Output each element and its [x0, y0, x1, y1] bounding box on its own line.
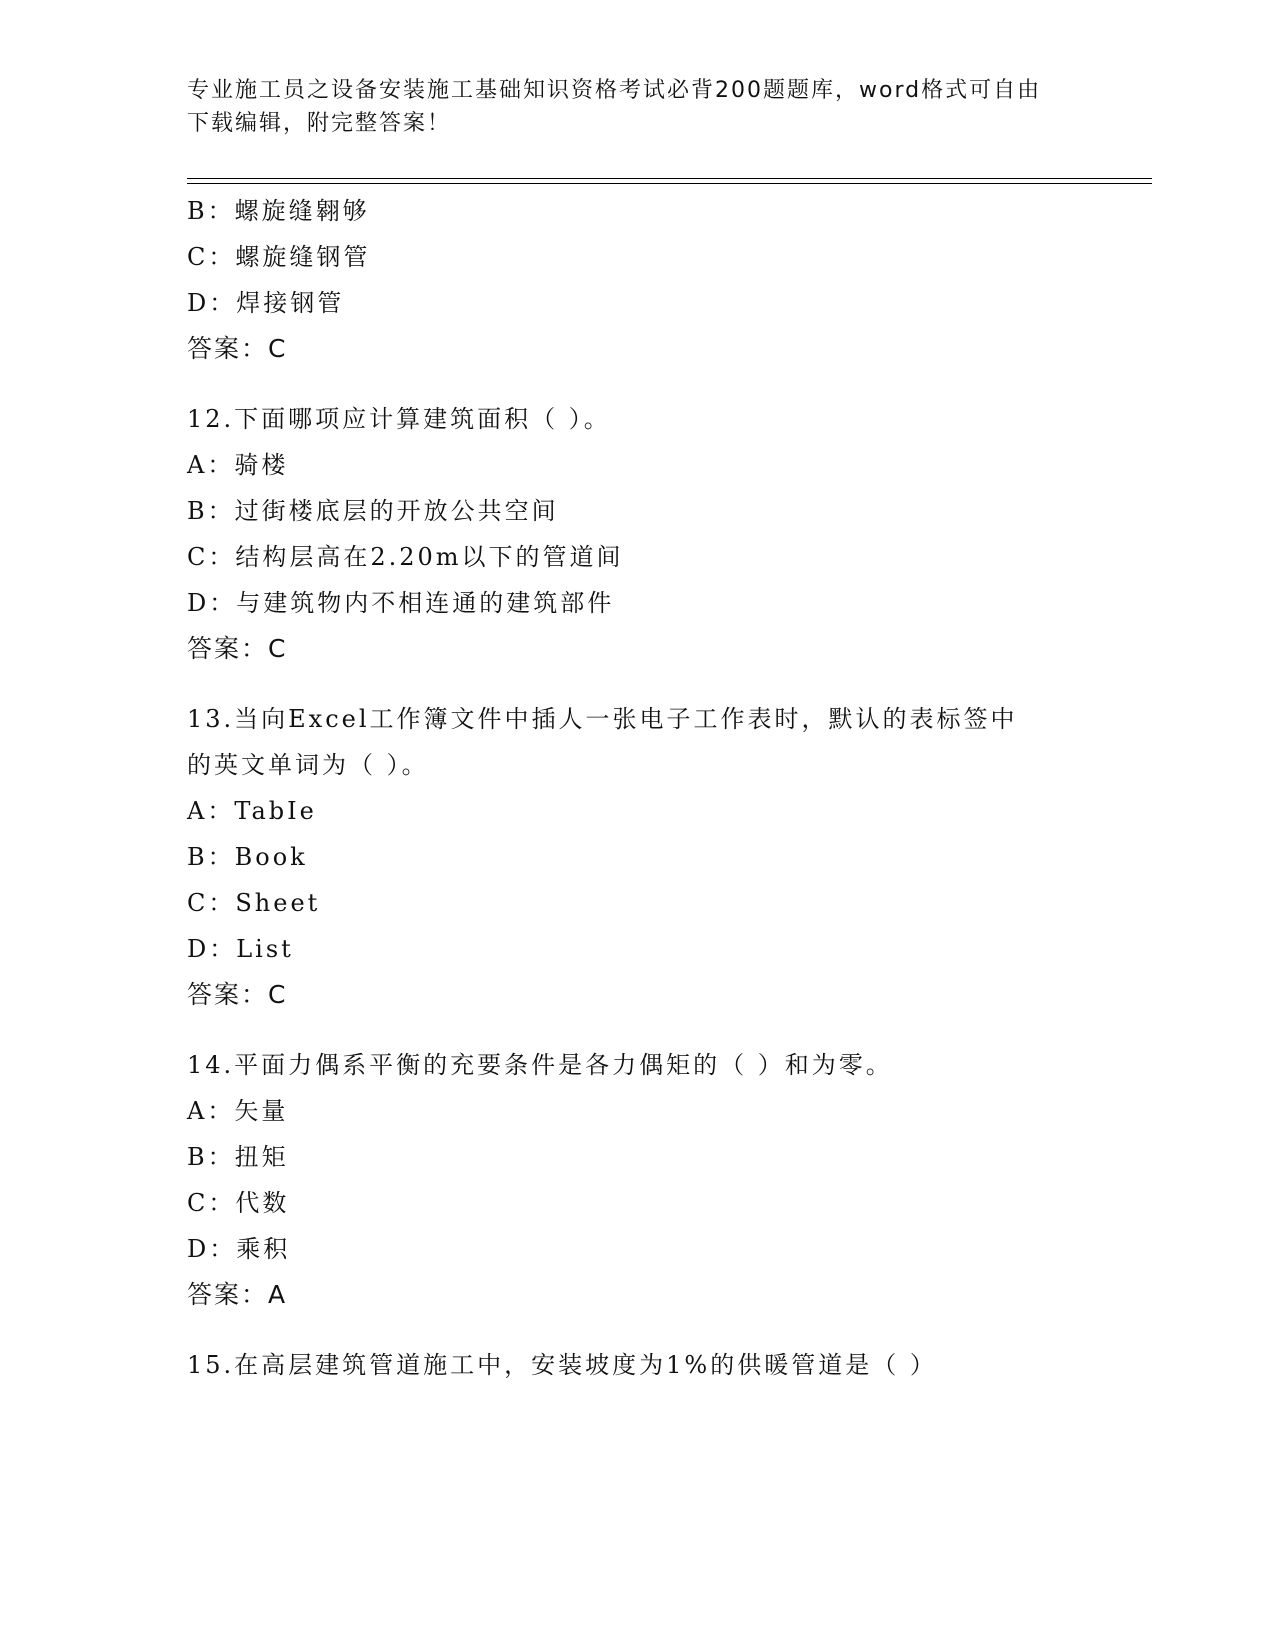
question-stem: 12.下面哪项应计算建筑面积（ ）。 [187, 405, 611, 433]
option-d: D：焊接钢管 [187, 289, 345, 317]
option-b: B：过街楼底层的开放公共空间 [187, 497, 559, 525]
question-list [187, 188, 1087, 1388]
option-b: B：扭矩 [187, 1143, 289, 1171]
question-stem-cont: 的英文单词为（ ）。 [187, 751, 429, 779]
answer-line: 答案：C [187, 980, 288, 1009]
option-a: A：骑楼 [187, 451, 289, 479]
answer-line: 答案：A [187, 1280, 288, 1309]
option-b: B：螺旋缝翱够 [187, 197, 370, 225]
question-stem: 14.平面力偶系平衡的充要条件是各力偶矩的（ ）和为零。 [187, 1051, 893, 1079]
option-c: C：代数 [187, 1189, 290, 1217]
partial-question [187, 188, 1087, 372]
option-a: A：TabIe [187, 797, 317, 825]
option-c: C：Sheet [187, 889, 321, 917]
header-line-1: 专业施工员之设备安装施工基础知识资格考试必背200题题库，word格式可自由 [187, 78, 1042, 103]
question-14 [187, 1042, 1087, 1318]
option-d: D：乘积 [187, 1235, 291, 1263]
header-rule-bottom [187, 183, 1152, 184]
question-stem: 15.在高层建筑管道施工中，安装坡度为1%的供暖管道是（ ） [187, 1351, 937, 1379]
answer-line: 答案：C [187, 634, 288, 663]
question-13 [187, 696, 1087, 1018]
option-d: D：List [187, 935, 294, 963]
question-15 [187, 1342, 1087, 1388]
question-12 [187, 396, 1087, 672]
option-a: A：矢量 [187, 1097, 289, 1125]
option-c: C：结构层高在2.20m以下的管道间 [187, 543, 624, 571]
option-d: D：与建筑物内不相连通的建筑部件 [187, 589, 615, 617]
question-stem: 13.当向Excel工作簿文件中插人一张电子工作表时，默认的表标签中 [187, 705, 1018, 733]
option-c: C：螺旋缝钢管 [187, 243, 371, 271]
header-line-2: 下载编辑，附完整答案！ [187, 111, 452, 136]
option-b: B：Book [187, 843, 308, 871]
answer-line: 答案：C [187, 334, 288, 363]
document-header [187, 74, 1067, 140]
header-rule-top [187, 178, 1152, 179]
